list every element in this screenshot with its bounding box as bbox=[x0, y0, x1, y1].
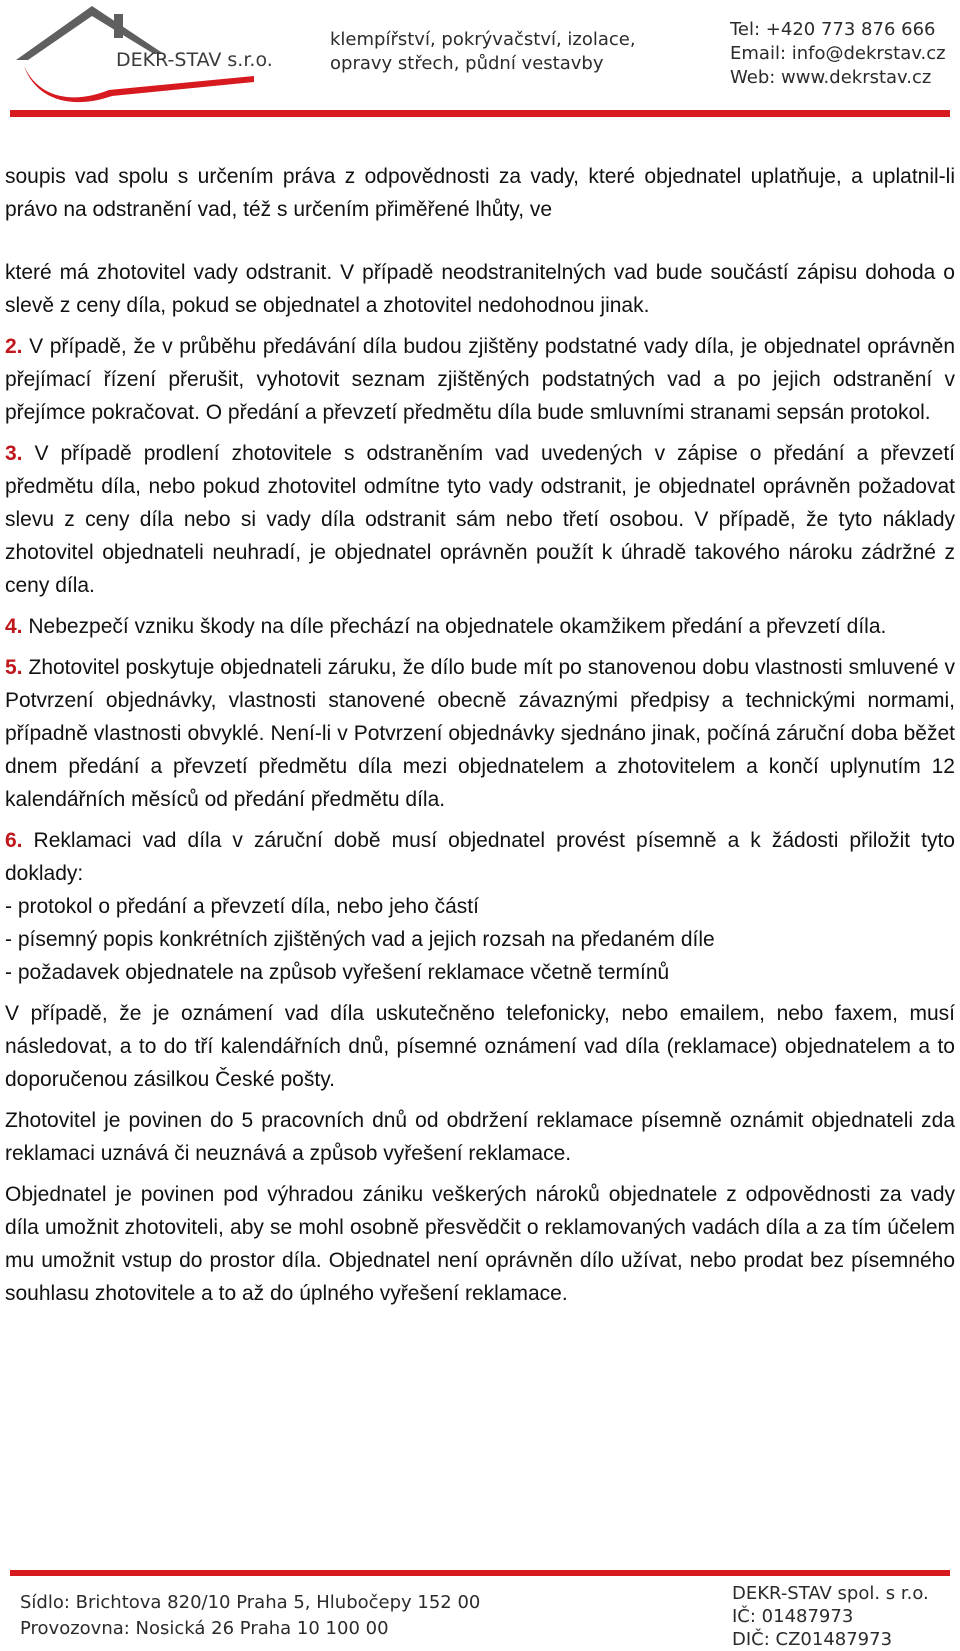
clause-5 bbox=[5, 651, 955, 816]
list-item: - písemný popis konkrétních zjištěných vad a jejich rozsah na předaném díle bbox=[5, 928, 715, 951]
company-logo bbox=[14, 4, 274, 104]
tagline-line: klempířství, pokrývačství, izolace, bbox=[330, 29, 636, 50]
clause-text: V případě prodlení zhotovitele s odstraněním vad uvedených v zápise o předání a převzetí předmětu díla, nebo pokud zhotovitel odmítne tyto vady odstranit, je objednatel oprávněn požadovat slevu z ceny díla nebo si vady díla odstranit sám nebo třetí osobou. V případě, že tyto náklady zhotovitel objednateli neuhradí, je objednatel oprávněn použít k úhradě takového nároku zádržné z ceny díla. bbox=[5, 442, 955, 597]
list-item: - požadavek objednatele na způsob vyřešení reklamace včetně termínů bbox=[5, 961, 670, 984]
clause-number: 5. bbox=[5, 656, 23, 679]
clause-number: 3. bbox=[5, 442, 23, 465]
tagline-line: opravy střech, půdní vestavby bbox=[330, 53, 604, 74]
footer-ico: IČ: 01487973 bbox=[732, 1606, 854, 1627]
clause-text: Reklamaci vad díla v záruční době musí objednatel provést písemně a k žádosti přiložit tyto doklady: bbox=[5, 829, 955, 885]
list-item: - protokol o předání a převzetí díla, nebo jeho částí bbox=[5, 895, 479, 918]
footer-company-name: DEKR-STAV spol. s r.o. bbox=[732, 1583, 929, 1604]
clause-2 bbox=[5, 330, 955, 429]
footer-dic: DIČ: CZ01487973 bbox=[732, 1629, 893, 1650]
clause-number: 4. bbox=[5, 615, 23, 638]
contact-web[interactable]: Web: www.dekrstav.cz bbox=[730, 67, 932, 88]
footer-divider bbox=[10, 1570, 950, 1576]
clause-number: 2. bbox=[5, 335, 23, 358]
paragraph: Zhotovitel je povinen do 5 pracovních dnů od obdržení reklamace písemně oznámit objednateli zda reklamaci uznává či neuznává a způsob vyřešení reklamace. bbox=[5, 1109, 955, 1165]
contact-phone: Tel: +420 773 876 666 bbox=[730, 19, 936, 40]
footer-company-ids bbox=[732, 1582, 929, 1651]
clause-text: Nebezpečí vzniku škody na díle přechází na objednatele okamžikem předání a převzetí díla. bbox=[22, 615, 887, 638]
contact-email[interactable]: Email: info@dekrstav.cz bbox=[730, 43, 946, 64]
paragraph: soupis vad spolu s určením práva z odpovědnosti za vady, které objednatel uplatňuje, a uplatnil-li právo na odstranění vad, též s určením přiměřené lhůty, ve bbox=[5, 165, 955, 221]
contact-block bbox=[730, 18, 946, 90]
clause-4 bbox=[5, 610, 955, 643]
company-tagline bbox=[330, 28, 636, 76]
paragraph: V případě, že je oznámení vad díla uskutečněno telefonicky, nebo emailem, nebo faxem, musí následovat, a to do tří kalendářních dnů, písemné oznámení vad díla (reklamace) objednatelem a to doporučenou zásilkou České pošty. bbox=[5, 1002, 955, 1091]
logo-wordmark: DEKR-STAV s.r.o. bbox=[116, 49, 273, 71]
footer-seat: Sídlo: Brichtova 820/10 Praha 5, Hlubočepy 152 00 bbox=[20, 1592, 481, 1613]
clause-6 bbox=[5, 824, 955, 890]
letterhead bbox=[0, 0, 960, 118]
clause-3 bbox=[5, 437, 955, 602]
clause-text: V případě, že v průběhu předávání díla budou zjištěny podstatné vady díla, je objednatel oprávněn přejímací řízení přerušit, vyhotovit seznam zjištěných podstatných vad a po jejich odstranění v přejímce pokračovat. O předání a převzetí předmětu díla bude smluvními stranami sepsán protokol. bbox=[5, 335, 955, 424]
header-divider bbox=[10, 110, 950, 117]
paragraph: které má zhotovitel vady odstranit. V případě neodstranitelných vad bude součástí zápisu dohoda o slevě z ceny díla, pokud se objednatel a zhotovitel nedohodnou jinak. bbox=[5, 261, 955, 317]
footer-address bbox=[20, 1590, 480, 1642]
house-roof-icon bbox=[14, 4, 274, 104]
clause-text: Zhotovitel poskytuje objednateli záruku, že dílo bude mít po stanovenou dobu vlastnosti smluvené v Potvrzení objednávky, vlastnosti stanovené obecně závaznými předpisy a technickými normami, případně vlastnosti obvyklé. Není-li v Potvrzení objednávky sjednáno jinak, počíná záruční doba běžet dnem předání a převzetí předmětu díla mezi objednatelem a zhotovitelem a končí uplynutím 12 kalendářních měsíců od předání předmětu díla. bbox=[5, 656, 955, 811]
paragraph: Objednatel je povinen pod výhradou zániku veškerých nároků objednatele z odpovědnosti za vady díla umožnit zhotoviteli, aby se mohl osobně přesvědčit o reklamovaných vadách díla a za tím účelem mu umožnit vstup do prostor díla. Objednatel není oprávněn dílo užívat, nebo prodat bez písemného souhlasu zhotovitele a to až do úplného vyřešení reklamace. bbox=[5, 1183, 955, 1305]
clause-number: 6. bbox=[5, 829, 23, 852]
document-body bbox=[5, 160, 955, 1310]
footer-office: Provozovna: Nosická 26 Praha 10 100 00 bbox=[20, 1618, 389, 1639]
